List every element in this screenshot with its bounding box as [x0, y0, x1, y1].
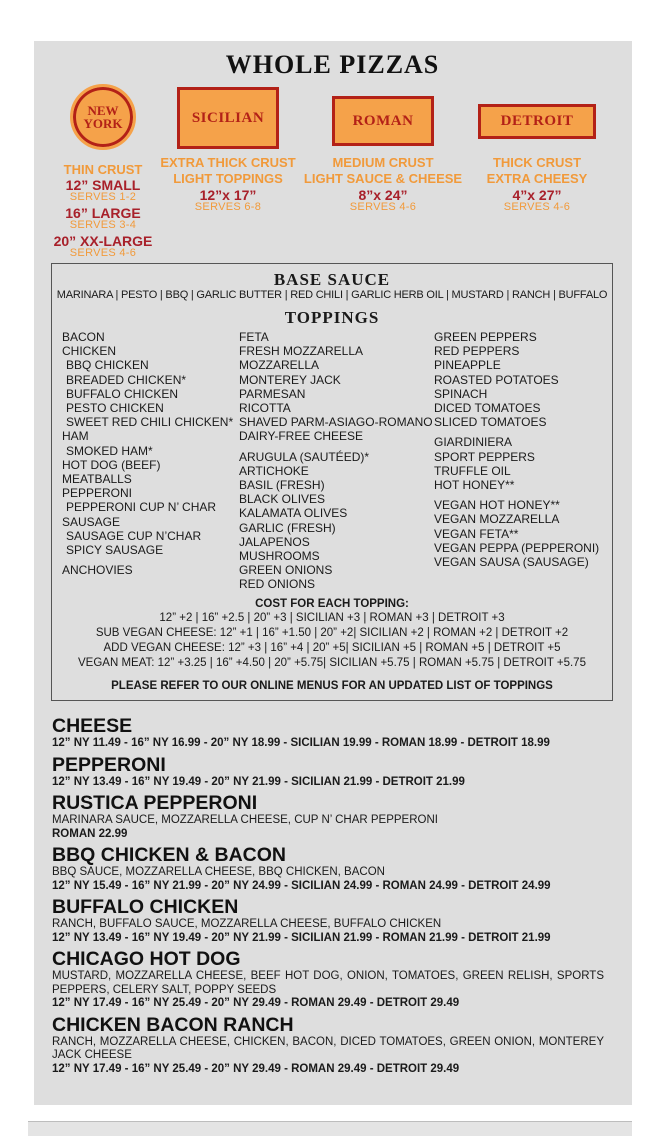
detroit-detail: EXTRA CHEESY [486, 171, 588, 186]
topping-item: SPINACH [434, 386, 488, 401]
topping-item: VEGAN MOZZARELLA [434, 512, 560, 527]
topping-item: CHICKEN [62, 344, 117, 359]
pizza-description: RANCH, MOZZARELLA CHEESE, CHICKEN, BACON, DICED TOMATOES, GREEN ONION, MONTEREY JACK CHEESE [52, 1035, 604, 1061]
topping-item: PEPPERONI [62, 486, 133, 501]
topping-item: VEGAN PEPPA (PEPPERONI) [434, 540, 600, 555]
sicilian-detail: LIGHT TOPPINGS [173, 171, 283, 186]
topping-item: BREADED CHICKEN* [66, 372, 187, 387]
pizza-prices: 12” NY 13.49 - 16” NY 19.49 - 20” NY 21.99 - SICILIAN 21.99 - DETROIT 21.99 [52, 775, 465, 788]
topping-item: VEGAN FETA** [434, 526, 519, 541]
style-roman [300, 76, 466, 213]
roman-badge-label: ROMAN [352, 112, 414, 129]
roman-serves: SERVES 4-6 [349, 201, 417, 213]
topping-item: HOT HONEY** [434, 478, 515, 493]
pizza-prices: 12” NY 15.49 - 16” NY 21.99 - 20” NY 24.99 - SICILIAN 24.99 - ROMAN 24.99 - DETROIT 24.99 [52, 879, 551, 892]
pizza-prices: 12” NY 11.49 - 16” NY 16.99 - 20” NY 18.99 - SICILIAN 19.99 - ROMAN 18.99 - DETROIT 18.99 [52, 737, 550, 749]
topping-item: SHAVED PARM-ASIAGO-ROMANO [239, 415, 433, 430]
topping-item: MOZZARELLA [239, 358, 320, 373]
topping-item: SWEET RED CHILI CHICKEN* [66, 415, 234, 430]
new-york-badge [70, 84, 136, 150]
topping-item: MUSHROOMS [239, 549, 320, 564]
sicilian-crust: EXTRA THICK CRUST [160, 155, 296, 170]
style-new-york [52, 76, 154, 259]
topping-item: GARLIC (FRESH) [239, 520, 336, 535]
topping-item: SLICED TOMATOES [434, 415, 547, 430]
topping-item: VEGAN SAUSA (SAUSAGE) [434, 555, 589, 570]
topping-item: BBQ CHICKEN [66, 358, 149, 373]
toppings-heading: TOPPINGS [284, 308, 380, 327]
sicilian-size: 12”x 17” [199, 187, 257, 203]
topping-item: VEGAN HOT HONEY** [434, 498, 560, 513]
pizza-name: CHICAGO HOT DOG [52, 948, 241, 970]
pizza-name: CHICKEN BACON RANCH [52, 1013, 294, 1036]
roman-size: 8”x 24” [358, 187, 408, 203]
topping-item: FETA [239, 330, 269, 344]
topping-item: GREEN PEPPERS [434, 330, 537, 344]
pizza-prices: 12” NY 17.49 - 16” NY 25.49 - 20” NY 29.49 - ROMAN 29.49 - DETROIT 29.49 [52, 997, 460, 1009]
pizza-name: BUFFALO CHICKEN [52, 896, 239, 918]
topping-item: PESTO CHICKEN [66, 401, 164, 416]
topping-item: ARTICHOKE [239, 463, 309, 478]
sicilian-serves: SERVES 6-8 [194, 201, 262, 213]
detroit-size: 4”x 27” [512, 187, 562, 203]
topping-item: KALAMATA OLIVES [239, 506, 348, 521]
pizza-prices: ROMAN 22.99 [52, 827, 128, 840]
topping-item: MEATBALLS [62, 472, 132, 487]
topping-item: SAUSAGE [62, 514, 121, 529]
topping-item: RED ONIONS [239, 577, 316, 592]
topping-item: RICOTTA [239, 401, 291, 416]
detroit-serves: SERVES 4-6 [503, 201, 571, 213]
new-york-size-xxlarge: 20” XX-LARGE [53, 233, 153, 249]
pizza-list [52, 715, 604, 1079]
topping-item: SMOKED HAM* [66, 443, 153, 458]
topping-item: JALAPENOS [239, 534, 310, 549]
cost-line-vegan-meat: VEGAN MEAT: 12” +3.25 | 16” +4.50 | 20” +5.75| SICILIAN +5.75 | ROMAN +5.75 | DETROIT +5.75 [78, 657, 586, 669]
new-york-crust: THIN CRUST [63, 162, 143, 177]
topping-item: PARMESAN [239, 386, 306, 401]
pizza-item [52, 1014, 604, 1077]
roman-badge [332, 96, 434, 146]
pizza-name: RUSTICA PEPPERONI [52, 792, 258, 814]
new-york-badge-label: NEW YORK [83, 103, 123, 131]
pizza-item [52, 948, 604, 1011]
pizza-description: BBQ SAUCE, MOZZARELLA CHEESE, BBQ CHICKEN, BACON [52, 866, 385, 878]
toppings-box [51, 263, 613, 701]
toppings-column-cheese-veg [239, 330, 433, 592]
pizza-name: CHEESE [52, 715, 133, 737]
cost-line-standard: 12” +2 | 16” +2.5 | 20” +3 | SICILIAN +3 | ROMAN +3 | DETROIT +3 [159, 612, 505, 624]
detroit-badge-label: DETROIT [500, 113, 574, 129]
refer-online-note: PLEASE REFER TO OUR ONLINE MENUS FOR AN UPDATED LIST OF TOPPINGS [111, 680, 553, 692]
topping-item: GIARDINIERA [434, 435, 513, 450]
new-york-serves-xxlarge: SERVES 4-6 [69, 247, 137, 259]
pizza-item [52, 715, 604, 751]
topping-item: RED PEPPERS [434, 344, 520, 359]
new-york-size-large: 16” LARGE [65, 205, 141, 221]
pizza-item [52, 844, 604, 893]
cost-heading: COST FOR EACH TOPPING: [255, 598, 409, 610]
topping-item: TRUFFLE OIL [434, 463, 511, 478]
new-york-serves-small: SERVES 1-2 [69, 191, 137, 203]
topping-item: BUFFALO CHICKEN [66, 386, 179, 401]
sicilian-badge-label: SICILIAN [191, 109, 265, 126]
topping-item: BASIL (FRESH) [239, 478, 325, 493]
pizza-description: MUSTARD, MOZZARELLA CHEESE, BEEF HOT DOG, ONION, TOMATOES, GREEN RELISH, SPORTS PEPPERS, CELERY SALT, POPPY SEEDS [52, 970, 604, 996]
topping-item: ARUGULA (SAUTÉED)* [239, 449, 370, 464]
new-york-size-small: 12” SMALL [65, 177, 141, 193]
topping-item: FRESH MOZZARELLA [239, 344, 364, 359]
base-sauce-heading: BASE SAUCE [273, 270, 391, 289]
pizza-item [52, 754, 604, 790]
base-sauce-list: MARINARA | PESTO | BBQ | GARLIC BUTTER | RED CHILI | GARLIC HERB OIL | MUSTARD | RANCH | BUFFALO [56, 289, 608, 301]
topping-item: ROASTED POTATOES [434, 372, 559, 387]
pizza-description: RANCH, BUFFALO SAUCE, MOZZARELLA CHEESE, BUFFALO CHICKEN [52, 918, 442, 930]
detroit-crust: THICK CRUST [492, 155, 582, 170]
topping-item: HAM [62, 429, 89, 444]
pizza-name: BBQ CHICKEN & BACON [52, 844, 286, 866]
topping-item: SAUSAGE CUP N’CHAR [66, 528, 202, 543]
topping-item: DAIRY-FREE CHEESE [239, 429, 364, 444]
cost-line-add-vegan-cheese: ADD VEGAN CHEESE: 12” +3 | 16” +4 | 20” +5| SICILIAN +5 | ROMAN +5 | DETROIT +5 [103, 642, 561, 654]
sicilian-badge [177, 87, 279, 149]
new-york-serves-large: SERVES 3-4 [69, 219, 137, 231]
pizza-item [52, 792, 604, 841]
roman-detail: LIGHT SAUCE & CHEESE [303, 171, 463, 186]
toppings-column-meats [62, 330, 233, 577]
topping-item: SPORT PEPPERS [434, 449, 535, 464]
topping-item: BLACK OLIVES [239, 492, 326, 507]
topping-item: SPICY SAUSAGE [66, 543, 164, 558]
topping-item: BACON [62, 330, 105, 344]
toppings-column-veg-vegan [434, 330, 599, 569]
page-title: WHOLE PIZZAS [225, 50, 440, 79]
roman-crust: MEDIUM CRUST [332, 155, 434, 170]
pizza-item [52, 896, 604, 945]
cost-line-sub-vegan-cheese: SUB VEGAN CHEESE: 12” +1 | 16” +1.50 | 20” +2| SICILIAN +2 | ROMAN +2 | DETROIT +2 [95, 627, 569, 639]
style-detroit [470, 76, 604, 213]
topping-item: MONTEREY JACK [239, 372, 341, 387]
style-sicilian [156, 76, 300, 213]
topping-item: PINEAPPLE [434, 358, 501, 373]
next-page-edge [28, 1121, 632, 1136]
topping-item: DICED TOMATOES [434, 401, 541, 416]
topping-item: PEPPERONI CUP N’ CHAR [66, 500, 217, 515]
pizza-description: MARINARA SAUCE, MOZZARELLA CHEESE, CUP N’ CHAR PEPPERONI [52, 814, 438, 826]
pizza-prices: 12” NY 17.49 - 16” NY 25.49 - 20” NY 29.49 - ROMAN 29.49 - DETROIT 29.49 [52, 1062, 460, 1075]
pizza-name: PEPPERONI [52, 753, 166, 776]
topping-item: HOT DOG (BEEF) [62, 457, 161, 472]
topping-item: ANCHOVIES [62, 563, 133, 578]
topping-item: GREEN ONIONS [239, 563, 333, 578]
pizza-prices: 12” NY 13.49 - 16” NY 19.49 - 20” NY 21.99 - SICILIAN 21.99 - ROMAN 21.99 - DETROIT 21.99 [52, 931, 551, 944]
detroit-badge [478, 104, 596, 139]
